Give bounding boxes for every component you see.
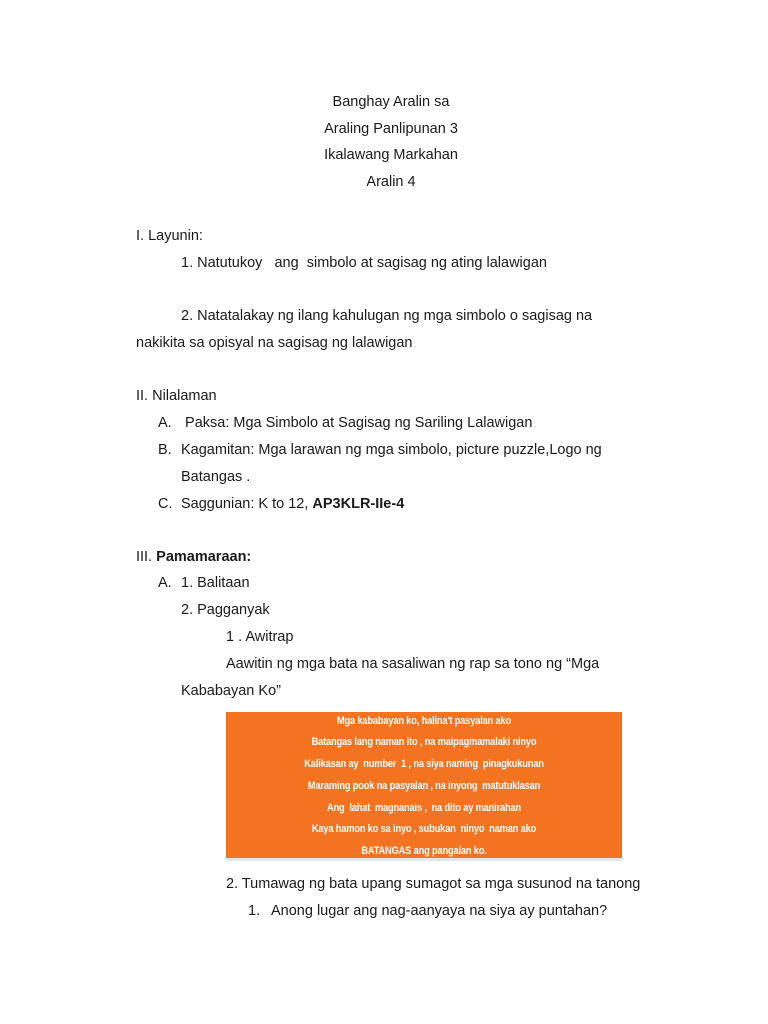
lyrics-line-7: BATANGAS ang pangalan ko. — [361, 845, 487, 857]
pamamaraan-aawitin-line-2: Kababayan Ko” — [181, 683, 281, 699]
pamamaraan-awitrap: 1 . Awitrap — [226, 629, 294, 645]
tanong-intro: 2. Tumawag ng bata upang sumagot sa mga susunod na tanong — [226, 876, 641, 892]
nilalaman-marker-c: C. — [158, 496, 173, 512]
nilalaman-heading: II. Nilalaman — [136, 388, 217, 404]
pamamaraan-heading-bold: Pamamaraan: — [156, 549, 252, 565]
lyrics-line-4: Maraming pook na pasyalan , na inyong matutuklasan — [307, 780, 541, 792]
lyrics-box-bottom-edge — [226, 858, 622, 861]
lyrics-line-3: Kalikasan ay number 1 , na siya naming pinagkukunan — [304, 758, 544, 770]
layunin-item-1: 1. Natutukoy ang simbolo at sagisag ng ating lalawigan — [181, 255, 547, 271]
layunin-heading: I. Layunin: — [136, 228, 203, 244]
pamamaraan-pagganyak: 2. Pagganyak — [181, 602, 270, 618]
pamamaraan-balitaan: 1. Balitaan — [181, 575, 250, 591]
nilalaman-marker-b: B. — [158, 442, 172, 458]
title-line-2: Araling Panlipunan 3 — [324, 121, 458, 137]
nilalaman-kagamitan: Kagamitan: Mga larawan ng mga simbolo, picture puzzle,Logo ng — [181, 442, 602, 458]
lyrics-line-1: Mga kababayan ko, halina't pasyalan ako — [336, 715, 512, 727]
pamamaraan-aawitin-line-1: Aawitin ng mga bata na sasaliwan ng rap sa tono ng “Mga — [226, 656, 600, 672]
tanong-1-marker: 1. — [248, 903, 261, 919]
lyrics-line-2: Batangas lang naman ito , na maipagmamalaki ninyo — [311, 736, 537, 748]
layunin-item-2-line-1: 2. Natatalakay ng ilang kahulugan ng mga simbolo o sagisag na — [181, 308, 593, 324]
title-line-1: Banghay Aralin sa — [332, 94, 450, 110]
lyrics-line-5: Ang lahat magnanais , na dito ay manirahan — [326, 802, 522, 814]
nilalaman-sanggunian — [181, 495, 404, 513]
lyrics-line-6: Kaya hamon ko sa inyo , subukan ninyo naman ako — [311, 823, 537, 835]
nilalaman-paksa: Paksa: Mga Simbolo at Sagisag ng Sariling Lalawigan — [181, 415, 533, 431]
nilalaman-kagamitan-cont: Batangas . — [181, 469, 251, 485]
pamamaraan-marker-a: A. — [158, 575, 172, 591]
tanong-1-text: Anong lugar ang nag-aanyaya na siya ay puntahan? — [271, 903, 608, 919]
nilalaman-marker-a: A. — [158, 415, 172, 431]
title-line-3: Ikalawang Markahan — [324, 147, 458, 163]
awitrap-lyrics-box — [226, 712, 622, 861]
layunin-item-2-line-2: nakikita sa opisyal na sagisag ng lalawigan — [136, 335, 413, 351]
sanggunian-text: Saggunian: K to 12, — [181, 496, 313, 512]
pamamaraan-heading-prefix: III. — [136, 549, 157, 565]
sanggunian-code: AP3KLR-IIe-4 — [312, 496, 405, 512]
title-line-4: Aralin 4 — [366, 174, 416, 190]
pamamaraan-heading — [136, 548, 251, 566]
